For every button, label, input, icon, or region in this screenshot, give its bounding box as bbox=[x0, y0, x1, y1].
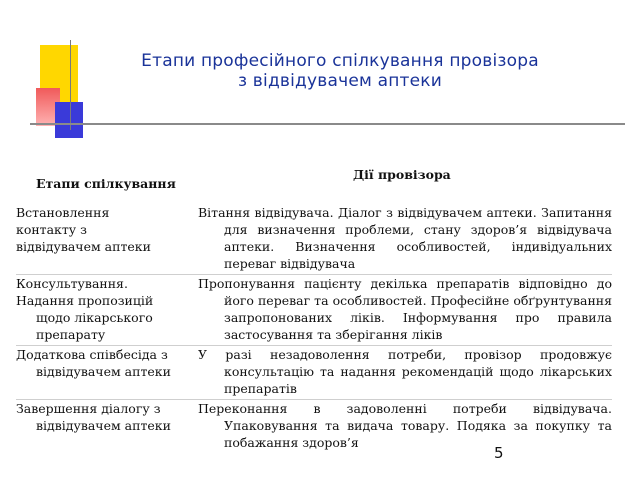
table-row bbox=[16, 346, 612, 400]
action-cell bbox=[198, 400, 612, 454]
table-row bbox=[16, 204, 612, 275]
action-cell bbox=[198, 204, 612, 275]
stage-cell bbox=[16, 400, 198, 454]
stage-text: Надання пропозицій bbox=[16, 293, 154, 308]
action-text: Вітання відвідувача. Діалог з відвідувачем аптеки. Запитання для визначення проблеми, стану здоров’я відвідувача аптеки. Визначення особливостей, індивідуальних переваг відвідувача bbox=[198, 205, 612, 271]
table-row bbox=[16, 400, 612, 454]
decorative-vertical-line bbox=[70, 40, 71, 130]
stage-text: контакту з bbox=[16, 222, 87, 237]
stage-text: Завершення діалогу з bbox=[16, 401, 161, 416]
title-divider-line bbox=[30, 123, 625, 125]
stage-cell bbox=[16, 275, 198, 346]
decorative-blue-square bbox=[55, 102, 83, 138]
action-cell bbox=[198, 275, 612, 346]
slide-title-line-1: Етапи професійного спілкування провізора bbox=[141, 51, 539, 71]
stage-text: відвідувачем аптеки bbox=[16, 239, 151, 254]
stage-text: відвідувачем аптеки bbox=[36, 364, 171, 379]
stage-text: Встановлення bbox=[16, 205, 110, 220]
column-header-actions: Дії провізора bbox=[353, 167, 451, 182]
action-text: У разі незадоволення потреби, провізор продовжує консультацію та надання рекомендацій щодо лікарських препаратів bbox=[198, 347, 612, 396]
action-text: Переконання в задоволенні потреби відвідувача. Упаковування та видача товару. Подяка за покупку та побажання здоров’я bbox=[198, 401, 612, 450]
action-cell bbox=[198, 346, 612, 400]
stage-text: препарату bbox=[36, 327, 106, 342]
stage-text: відвідувачем аптеки bbox=[36, 418, 171, 433]
table-row bbox=[16, 275, 612, 346]
action-text: Пропонування пацієнту декілька препаратів відповідно до його переваг та особливостей. Професійне обґрунтування запропонованих ліків. Інформування про правила застосування та зберігання ліків bbox=[198, 276, 612, 342]
stage-cell bbox=[16, 346, 198, 400]
stage-text: Додаткова співбесіда з bbox=[16, 347, 168, 362]
slide-title-line-2: з відвідувачем аптеки bbox=[237, 71, 443, 91]
stages-table bbox=[16, 204, 612, 453]
stage-cell bbox=[16, 204, 198, 275]
column-header-stages: Етапи спілкування bbox=[36, 176, 176, 191]
stage-text: щодо лікарського bbox=[36, 310, 153, 325]
stage-text: Консультування. bbox=[16, 276, 128, 291]
page-number: 5 bbox=[494, 444, 504, 462]
slide-title bbox=[80, 51, 600, 91]
